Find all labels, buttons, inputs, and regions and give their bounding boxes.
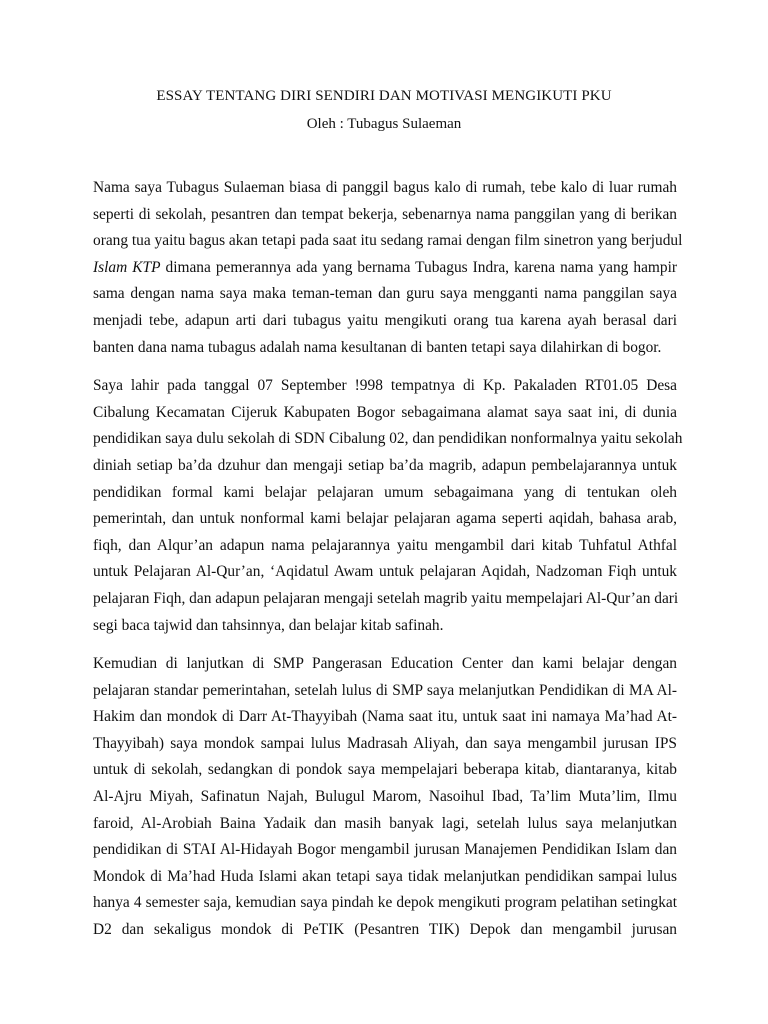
text-line: seperti di sekolah, pesantren dan tempat bekerja, sebenarnya nama panggilan yang di berikan xyxy=(93,205,677,223)
text-line: diniah setiap ba’da dzuhur dan mengaji setiap ba’da magrib, adapun pembelajarannya untuk xyxy=(93,456,677,474)
text-line: fiqh, dan Alqur’an adapun nama pelajarannya yaitu mengambil dari kitab Tuhfatul Athfal xyxy=(93,536,677,554)
text-line: pendidikan formal kami belajar pelajaran umum sebagaimana yang di tentukan oleh xyxy=(93,483,677,501)
text-line: Mondok di Ma’had Huda Islami akan tetapi saya tidak melanjutkan pendidikan sampai lulus xyxy=(93,867,677,885)
text-line: pendidikan di STAI Al-Hidayah Bogor mengambil jurusan Manajemen Pendidikan Islam dan xyxy=(93,841,677,859)
text-line: pelajaran Fiqh, dan adapun pelajaran mengaji setelah magrib yaitu mempelajari Al-Qur’an dari xyxy=(93,589,679,607)
text-line: pemerintah, dan untuk nonformal kami belajar pelajaran agama seperti aqidah, bahasa arab, xyxy=(93,510,677,528)
paragraph xyxy=(93,373,683,639)
paragraph xyxy=(93,175,683,361)
paragraph xyxy=(93,651,677,944)
text-line: untuk di sekolah, sedangkan di pondok saya mempelajari beberapa kitab, diantaranya, kitab xyxy=(93,761,677,779)
text-line-rest: dimana pemerannya ada yang bernama Tubagus Indra, karena nama yang hampir xyxy=(160,258,677,276)
text-line: Cibalung Kecamatan Cijeruk Kabupaten Bogor sebagaimana alamat saya saat ini, di dunia xyxy=(93,403,677,421)
text-line: Kemudian di lanjutkan di SMP Pangerasan Education Center dan kami belajar dengan xyxy=(93,655,677,673)
text-line: orang tua yaitu bagus akan tetapi pada saat itu sedang ramai dengan film sinetron yang berjudul xyxy=(93,232,683,250)
text-line: D2 dan sekaligus mondok di PeTIK (Pesantren TIK) Depok dan mengambil jurusan xyxy=(93,921,677,939)
text-line: faroid, Al-Arobiah Baina Yadaik dan masih banyak lagi, setelah lulus saya melanjutkan xyxy=(93,814,677,832)
text-line: Nama saya Tubagus Sulaeman biasa di panggil bagus kalo di rumah, tebe kalo di luar rumah xyxy=(93,179,677,196)
text-line: Hakim dan mondok di Darr At-Thayyibah (Nama saat itu, untuk saat ini namaya Ma’had At- xyxy=(93,708,677,726)
text-line: Thayyibah) saya mondok sampai lulus Madrasah Aliyah, dan saya mengambil jurusan IPS xyxy=(93,734,677,752)
document-title: ESSAY TENTANG DIRI SENDIRI DAN MOTIVASI MENGIKUTI PKU xyxy=(156,88,612,104)
text-line: sama dengan nama saya maka teman-teman dan guru saya mengganti nama panggilan saya xyxy=(93,285,677,303)
text-line: untuk Pelajaran Al-Qur’an, ‘Aqidatul Awam untuk pelajaran Aqidah, Nadzoman Fiqh untuk xyxy=(93,563,677,581)
author-line: Oleh : Tubagus Sulaeman xyxy=(306,116,462,132)
text-line: hanya 4 semester saja, kemudian saya pindah ke depok mengikuti program pelatihan setingkat xyxy=(93,894,677,912)
text-line xyxy=(93,255,677,282)
text-line: banten dana nama tubagus adalah nama kesultanan di banten tetapi saya dilahirkan di bogor. xyxy=(93,338,662,356)
text-line: pendidikan saya dulu sekolah di SDN Cibalung 02, dan pendidikan nonformalnya yaitu sekolah xyxy=(93,430,683,448)
italic-title: Islam KTP xyxy=(93,258,161,276)
text-line: segi baca tajwid dan tahsinnya, dan belajar kitab safinah. xyxy=(93,616,444,634)
text-line: Saya lahir pada tanggal 07 September !998 tempatnya di Kp. Pakaladen RT01.05 Desa xyxy=(93,377,677,395)
text-line: pelajaran standar pemerintahan, setelah lulus di SMP saya melanjutkan Pendidikan di MA Al- xyxy=(93,681,677,699)
text-line: Al-Ajru Miyah, Safinatun Najah, Bulugul Marom, Nasoihul Ibad, Ta’lim Muta’lim, Ilmu xyxy=(93,788,677,806)
text-line: menjadi tebe, adapun arti dari tubagus yaitu mengikuti orang tua karena ayah berasal dari xyxy=(93,311,677,329)
document-body xyxy=(93,175,683,956)
